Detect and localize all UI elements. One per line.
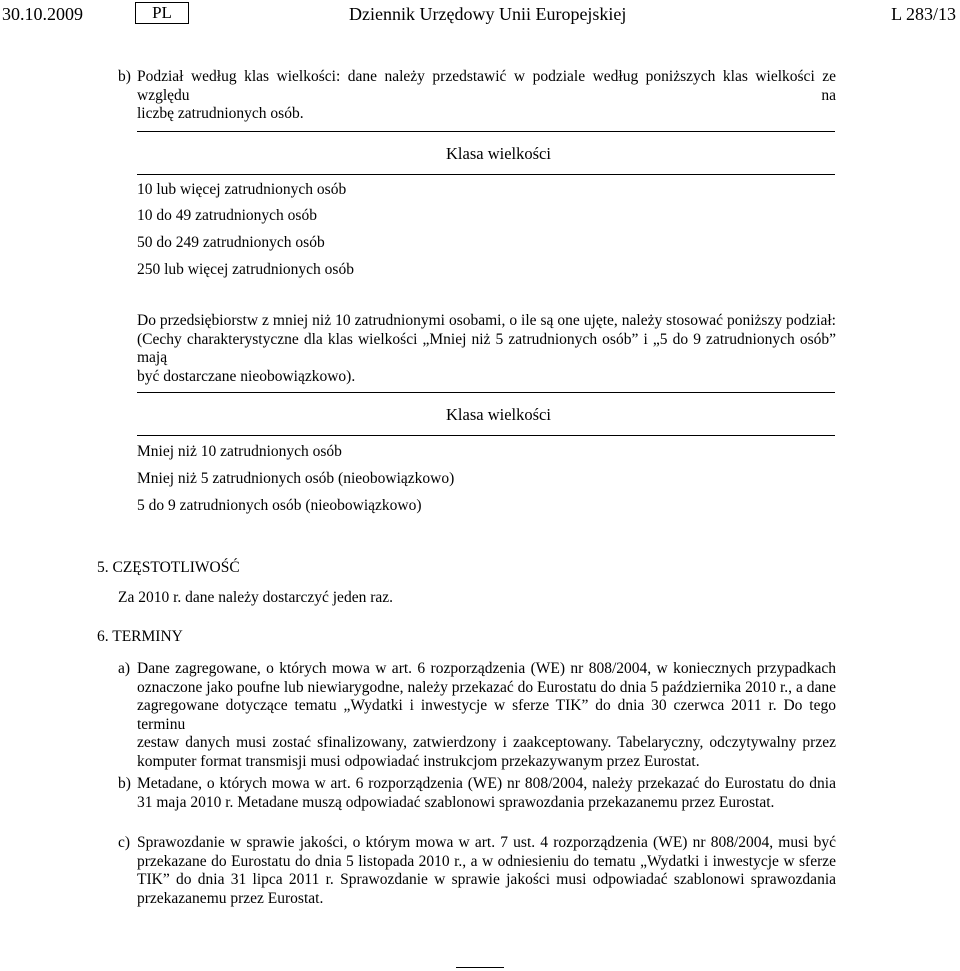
text-line: 31 maja 2010 r. Metadane muszą odpowiadać szablonowi sprawozdania przekazanemu przez Eurostat. [137,793,775,811]
text-line: przekazanemu przez Eurostat. [137,889,324,907]
text-line: być dostarczane nieobowiązkowo). [137,367,356,385]
deadline-item-c [137,834,836,908]
text-line: zestaw danych musi zostać sfinalizowany, zatwierdzony i zaakceptowany. Tabelaryczny, odczytywalny przez [137,734,836,751]
table-header: Klasa wielkości [446,405,551,424]
text-line: TIK” do dnia 31 lipca 2011 r. Sprawozdanie w sprawie jakości musi odpowiadać szablonowi sprawozdania [137,871,836,888]
language-badge: PL [135,2,189,24]
item-marker: a) [118,660,131,677]
text-line: Dane zagregowane, o których mowa w art. 6 rozporządzenia (WE) nr 808/2004, w koniecznych przypadkach [137,660,836,677]
text-line: zagregowane dotyczące tematu „Wydatki i inwestycje w sferze TIK” do dnia 30 czerwca 2011 r. Do tego terminu [137,697,836,733]
section-heading: 6. TERMINY [97,628,183,645]
section-text: Za 2010 r. dane należy dostarczyć jeden raz. [118,589,393,606]
text-line: (Cechy charakterystyczne dla klas wielkości „Mniej niż 5 zatrudnionych osób” i „5 do 9 zatrudnionych osób” mają [137,330,836,366]
table-header-rule [137,174,835,175]
section-b-paragraph [137,68,836,124]
table-row: 10 lub więcej zatrudnionych osób [137,181,347,198]
table-top-rule [137,131,835,132]
item-marker: b) [118,775,131,792]
table-row: 50 do 249 zatrudnionych osób [137,234,325,251]
text-line: przekazane do Eurostatu do dnia 5 listopada 2010 r., a w odniesieniu do tematu „Wydatki i inwestycje w sferze [137,852,836,870]
publication-date: 30.10.2009 [2,4,83,24]
text-line: Metadane, o których mowa w art. 6 rozporządzenia (WE) nr 808/2004, należy przekazać do Eurostatu do dnia [137,775,836,792]
text-line: Sprawozdanie w sprawie jakości, o którym mowa w art. 7 ust. 4 rozporządzenia (WE) nr 808/2004, musi być [137,834,836,851]
table-row: 10 do 49 zatrudnionych osób [137,207,317,224]
table-row: Mniej niż 5 zatrudnionych osób (nieobowiązkowo) [137,470,455,487]
footer-separator [456,967,504,968]
text-line: komputer format transmisji musi odpowiadać instrukcjom przekazywanym przez Eurostat. [137,752,700,770]
table-row: Mniej niż 10 zatrudnionych osób [137,443,342,460]
text-line: Podział według klas wielkości: dane należy przedstawić w podziale według poniższych klas wielkości ze względu na [137,68,836,104]
deadline-item-b [137,775,836,812]
item-marker: c) [118,834,131,851]
table-row: 5 do 9 zatrudnionych osób (nieobowiązkowo) [137,497,422,514]
table-header: Klasa wielkości [446,144,551,163]
section-heading: 5. CZĘSTOTLIWOŚĆ [97,559,240,576]
table-header-rule [137,435,835,436]
text-line: oznaczone jako poufne lub niewiarygodne, należy przekazać do Eurostatu do dnia 5 października 2010 r., a dane [137,678,836,696]
page-reference: L 283/13 [891,4,956,24]
text-line: Do przedsiębiorstw z mniej niż 10 zatrudnionymi osobami, o ile są one ujęte, należy stosować poniższy podział: [137,312,836,329]
text-line: liczbę zatrudnionych osób. [137,105,304,122]
table-row: 250 lub więcej zatrudnionych osób [137,261,354,278]
small-enterprises-paragraph [137,312,836,386]
deadline-item-a [137,660,836,771]
table-top-rule [137,392,835,393]
journal-title: Dziennik Urzędowy Unii Europejskiej [349,4,627,24]
item-marker: b) [118,68,131,85]
